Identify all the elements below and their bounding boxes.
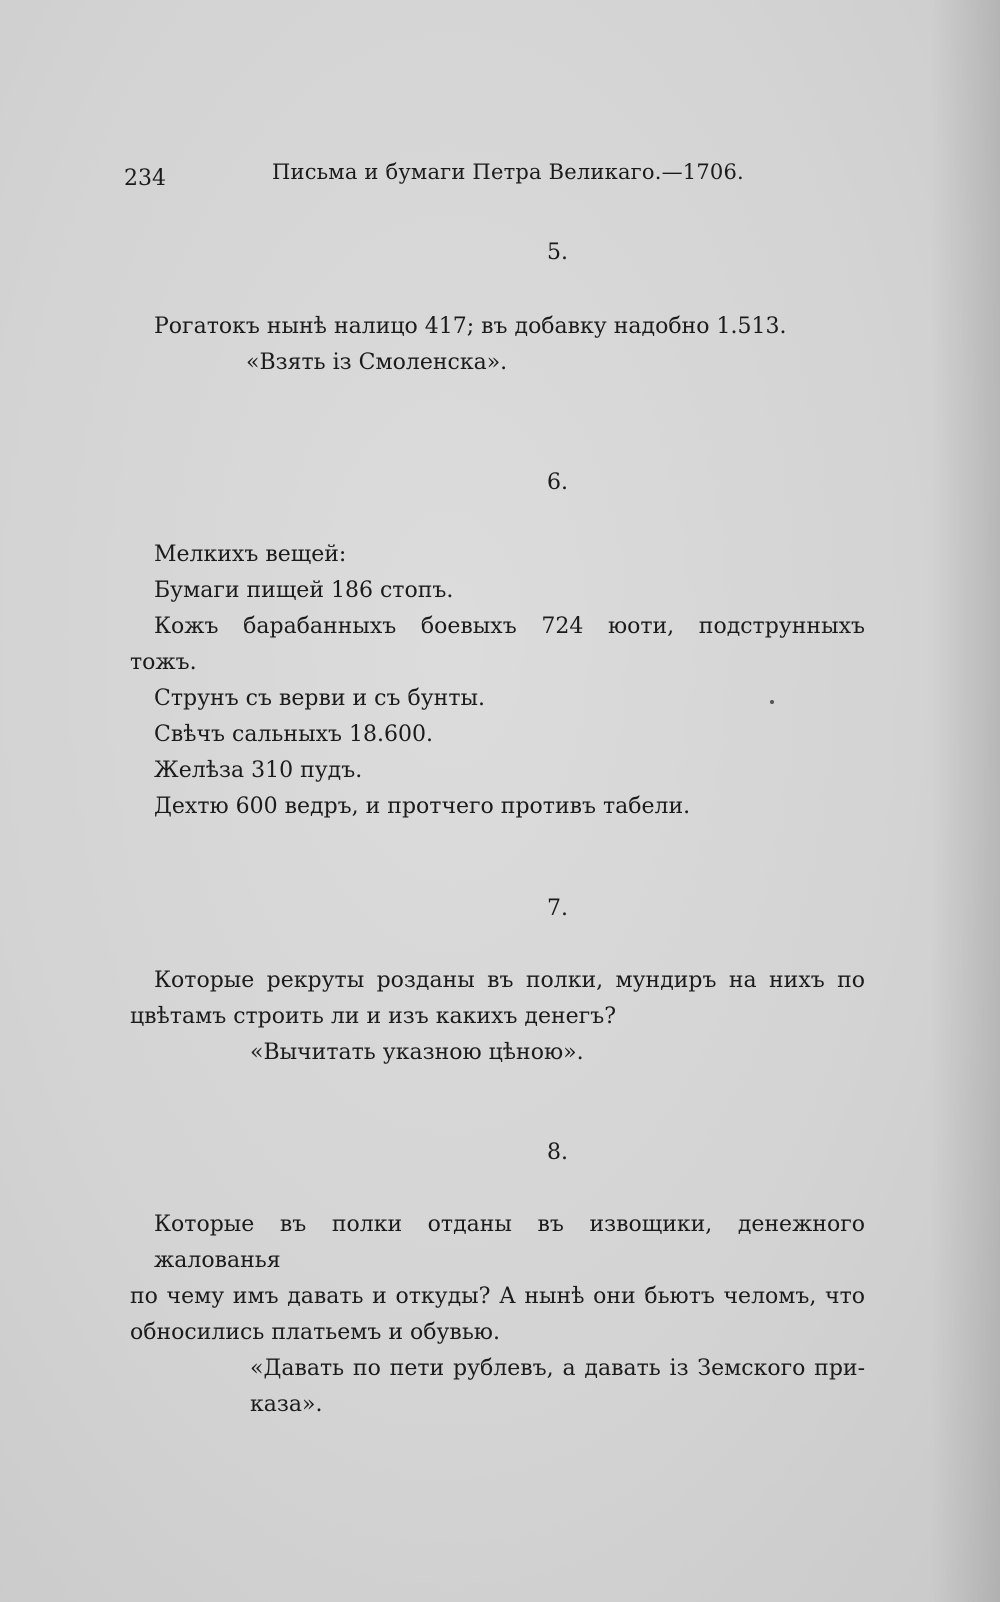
text-line: Которые рекруты розданы въ полки, мундиръ на нихъ по xyxy=(154,968,865,993)
quote-line: «Вычитать указною цѣною». xyxy=(250,1040,584,1065)
text-line: Бумаги пищей 186 стопъ. xyxy=(154,578,454,603)
section-5 xyxy=(130,240,865,381)
page-header xyxy=(124,160,744,200)
text-line: Свѣчъ сальныхъ 18.600. xyxy=(154,722,433,747)
text-line: Дехтю 600 ведръ, и протчего противъ табели. xyxy=(154,794,691,819)
ink-speck xyxy=(770,700,774,704)
page-number: 234 xyxy=(124,166,166,191)
running-title: Письма и бумаги Петра Великаго.—1706. xyxy=(272,160,744,184)
text-line: Кожъ барабанныхъ боевыхъ 724 юоти, подструнныхъ xyxy=(154,614,865,639)
section-7 xyxy=(130,896,865,1071)
text-line: тожъ. xyxy=(130,650,197,675)
text-line: цвѣтамъ строить ли и изъ какихъ денегъ? xyxy=(130,1004,616,1029)
text-line: Струнъ съ верви и съ бунты. xyxy=(154,686,486,711)
text-line: обносились платьемъ и обувью. xyxy=(130,1320,500,1345)
section-number: 6. xyxy=(547,470,568,495)
section-8 xyxy=(130,1140,865,1423)
text-line: по чему имъ давать и откуды? А нынѣ они бьютъ челомъ, что xyxy=(130,1284,865,1309)
section-number: 8. xyxy=(547,1140,568,1165)
text-line: Рогатокъ нынѣ налицо 417; въ добавку надобно 1.513. xyxy=(154,314,787,339)
section-6 xyxy=(130,470,865,825)
text-line: Которые въ полки отданы въ извощики, денежного жалованья xyxy=(154,1212,865,1273)
section-number: 7. xyxy=(547,896,568,921)
quote-line: каза». xyxy=(250,1392,323,1417)
page-edge-shadow xyxy=(930,0,1000,1602)
text-line: Мелкихъ вещей: xyxy=(154,542,347,567)
text-line: Желѣза 310 пудъ. xyxy=(154,758,363,783)
section-number: 5. xyxy=(547,240,568,265)
quote-line: «Взять із Смоленска». xyxy=(246,350,508,375)
quote-line: «Давать по пети рублевъ, а давать із Земского при- xyxy=(250,1356,865,1381)
